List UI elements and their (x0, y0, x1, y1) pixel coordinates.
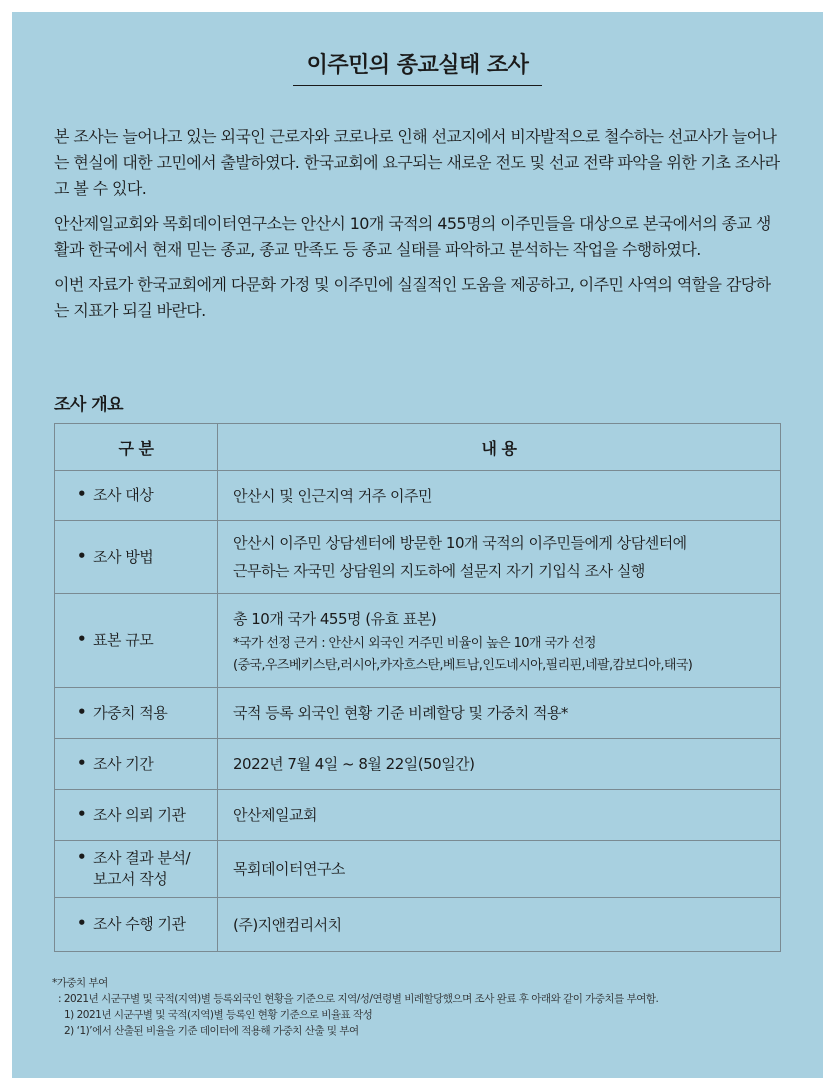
row-content (218, 790, 781, 841)
row-content (218, 898, 781, 952)
bullet-icon: • (77, 848, 87, 866)
intro-text (54, 124, 784, 333)
row-content-line: 안산시 및 인근지역 거주 이주민 (233, 486, 432, 505)
row-category: 조사 의뢰 기관 (93, 805, 186, 824)
bullet-icon: • (77, 485, 87, 503)
row-content (218, 739, 781, 790)
bullet-icon: • (77, 702, 87, 721)
footnote-line: : 2021년 시군구별 및 국적(지역)별 등록외국인 현황을 기준으로 지역/성/연령별 비례할당했으며 조사 완료 후 아래와 같이 가중치를 부여함. (58, 993, 659, 1005)
row-category-line: 보고서 작성 (93, 870, 168, 888)
row-category-cell (55, 898, 218, 952)
bullet-icon: • (77, 804, 87, 823)
footnote-item-2: 2) ‘1)’에서 산출된 비율을 기준 데이터에 적용해 가중치 산출 및 부여 (64, 1025, 359, 1037)
table-row (55, 688, 781, 739)
header-content: 내 용 (218, 424, 781, 471)
footnote-heading: *가중치 부여 (52, 977, 108, 989)
row-content-line: 국적 등록 외국인 현황 기준 비례할당 및 가중치 적용* (233, 704, 568, 722)
footnotes (52, 975, 792, 1039)
footnote-item-1: 1) 2021년 시군구별 및 국적(지역)별 등록인 현황 기준으로 비율표 작성 (64, 1009, 373, 1021)
intro-paragraph-2: 안산제일교회와 목회데이터연구소는 안산시 10개 국적의 455명의 이주민들을 대상으로 본국에서의 종교 생활과 한국에서 현재 믿는 종교, 종교 만족도 등 종교 실태를 파악하고 분석하는 작업을 수행하였다. (54, 214, 771, 259)
row-category-cell (55, 594, 218, 688)
table-row (55, 521, 781, 594)
page-title: 이주민의 종교실태 조사 (293, 48, 543, 86)
bullet-icon: • (77, 753, 87, 772)
row-category-cell (55, 739, 218, 790)
row-content (218, 471, 781, 521)
row-content-line: (주)지앤컴리서치 (233, 915, 342, 934)
row-category-line: 조사 결과 분석/ (93, 849, 191, 867)
header-category: 구 분 (55, 424, 218, 471)
row-category (93, 848, 190, 890)
row-category-cell (55, 521, 218, 594)
survey-page (12, 12, 823, 1078)
table-row (55, 790, 781, 841)
table-row (55, 594, 781, 688)
table-row (55, 898, 781, 952)
row-category: 조사 기간 (93, 754, 154, 773)
row-category-cell (55, 471, 218, 521)
row-category: 표본 규모 (93, 631, 154, 649)
row-content-line: 목회데이터연구소 (233, 860, 345, 878)
title-container (12, 48, 823, 86)
row-category: 조사 대상 (93, 486, 154, 504)
row-content-line: 총 10개 국가 455명 (유효 표본) (233, 609, 437, 628)
intro-paragraph-1: 본 조사는 늘어나고 있는 외국인 근로자와 코로나로 인해 선교지에서 비자발적으로 철수하는 선교사가 늘어나는 현실에 대한 고민에서 출발하였다. 한국교회에 요구되는 새로운 전도 및 선교 전략 파악을 위한 기초 조사라고 볼 수 있다. (54, 127, 780, 198)
table-row (55, 739, 781, 790)
row-note-line: (중국,우즈베키스탄,러시아,카자흐스탄,베트남,인도네시아,필리핀,네팔,캄보디아,태국) (233, 657, 693, 673)
section-title: 조사 개요 (54, 395, 124, 415)
row-category: 가중치 적용 (93, 703, 168, 722)
row-category-cell (55, 688, 218, 739)
row-content (218, 521, 781, 594)
row-content-line: 근무하는 자국민 상담원의 지도하에 설문지 자기 기입식 조사 실행 (233, 562, 645, 580)
bullet-icon: • (77, 630, 87, 648)
bullet-icon: • (77, 546, 87, 565)
row-content-line: 2022년 7월 4일 ~ 8월 22일(50일간) (233, 755, 475, 773)
row-category: 조사 방법 (93, 547, 154, 566)
row-content-line: 안산시 이주민 상담센터에 방문한 10개 국적의 이주민들에게 상담센터에 (233, 534, 687, 552)
overview-table (54, 423, 781, 952)
row-note-line: *국가 선정 근거 : 안산시 외국인 거주민 비율이 높은 10개 국가 선정 (233, 635, 596, 651)
table-row (55, 471, 781, 521)
row-content (218, 841, 781, 898)
row-category-cell (55, 841, 218, 898)
row-content-line: 안산제일교회 (233, 806, 317, 824)
row-content (218, 688, 781, 739)
row-category: 조사 수행 기관 (93, 915, 186, 933)
bullet-icon: • (77, 914, 87, 932)
row-category-cell (55, 790, 218, 841)
table-row (55, 841, 781, 898)
row-content (218, 594, 781, 688)
intro-paragraph-3: 이번 자료가 한국교회에게 다문화 가정 및 이주민에 실질적인 도움을 제공하고, 이주민 사역의 역할을 감당하는 지표가 되길 바란다. (54, 275, 771, 320)
table-header-row (55, 424, 781, 471)
